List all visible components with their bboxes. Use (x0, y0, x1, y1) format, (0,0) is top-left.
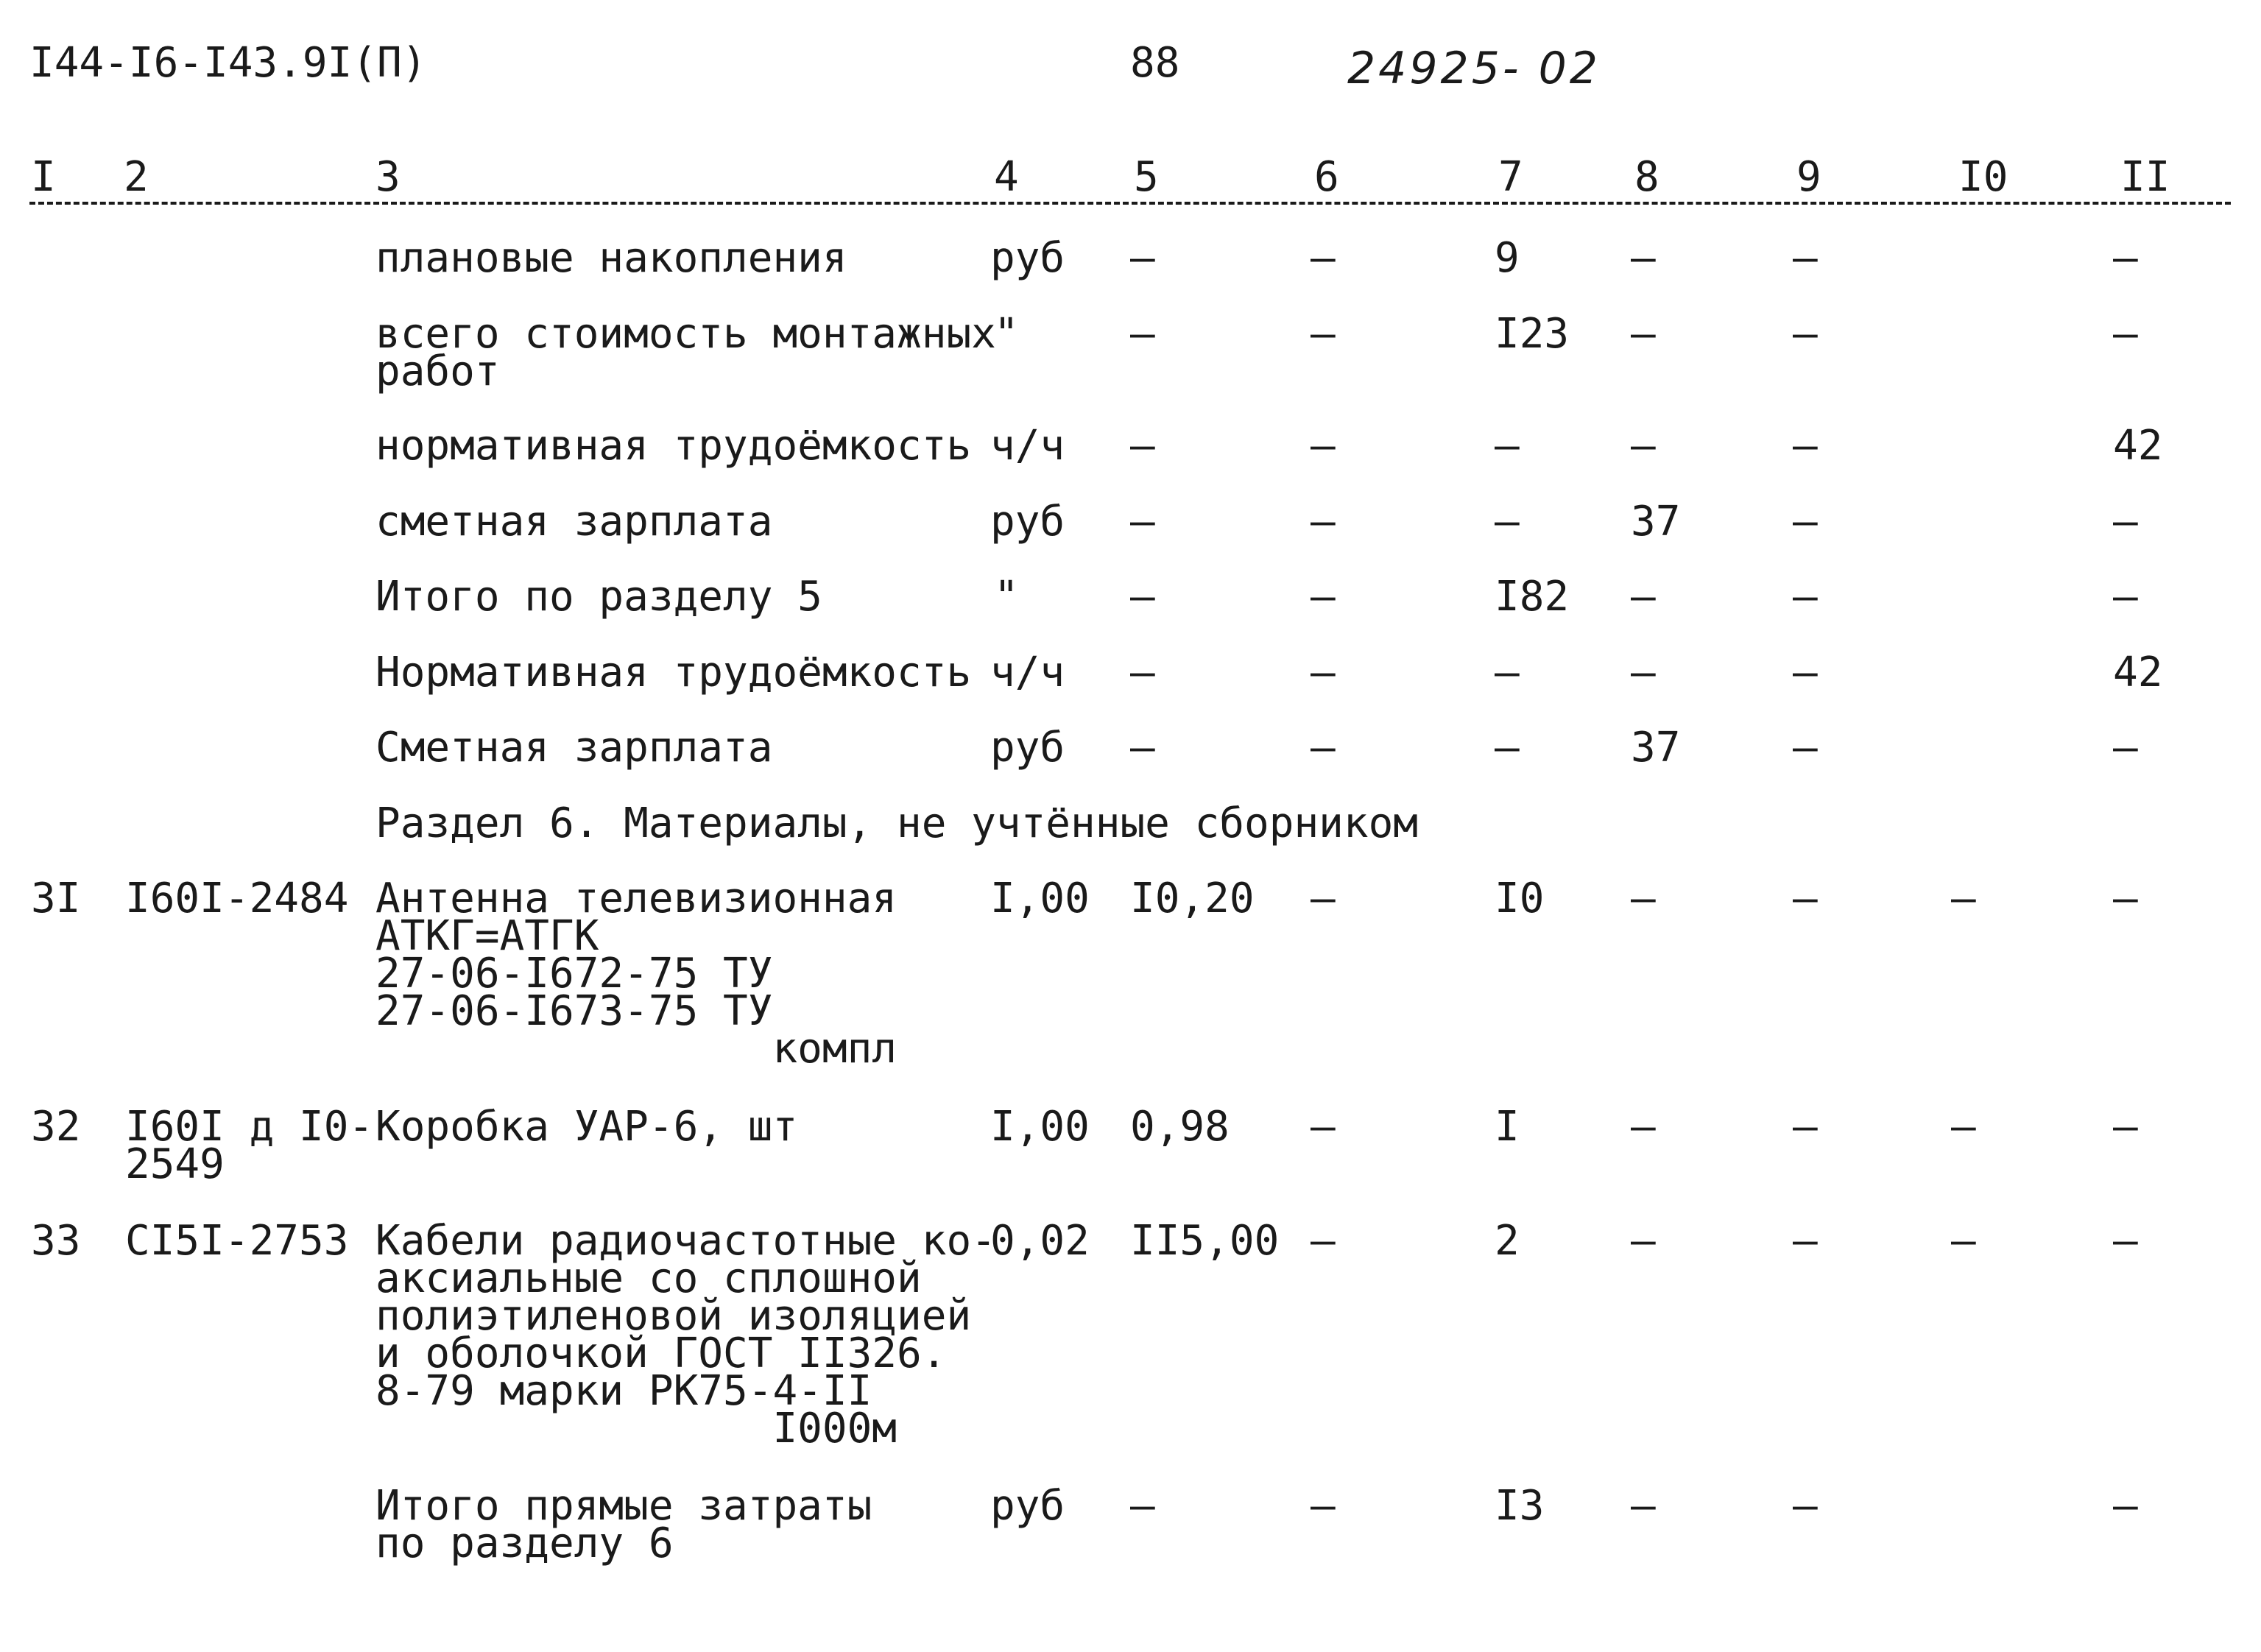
col7-value: – (1495, 498, 1520, 546)
col9-value: – (1793, 1217, 1818, 1265)
col7-value: I82 (1495, 573, 1570, 621)
col8-value: – (1631, 1482, 1656, 1530)
item-name: Кабели радиочастотные ко- аксиальные со сплошной полиэтиленовой изоляцией и оболочкой ГОСТ II326. 8-79 марки РК75-4-II I000м (375, 1217, 996, 1452)
col8-value: – (1631, 649, 1656, 696)
column-header-9: 9 (1796, 153, 1821, 201)
col8-value: – (1631, 310, 1656, 358)
col6-value: – (1311, 724, 1336, 772)
item-name: Коробка УАР-6, шт (375, 1103, 798, 1151)
col6-value: – (1311, 498, 1336, 546)
col7-value: I (1495, 1103, 1520, 1151)
col6-value: – (1311, 310, 1336, 358)
col8-value: – (1631, 1103, 1656, 1151)
price-code: I60I д I0- 2549 (125, 1103, 374, 1188)
col6-value: – (1311, 1103, 1336, 1151)
item-name: Итого по разделу 5 (375, 573, 822, 621)
item-name: всего стоимость монтажных работ (375, 310, 996, 395)
column-header-10: I0 (1958, 153, 2008, 201)
col6-value: – (1311, 875, 1336, 922)
col9-value: – (1793, 234, 1818, 282)
col7-value: I23 (1495, 310, 1570, 358)
col6-value: – (1311, 573, 1336, 621)
col7-value: I3 (1495, 1482, 1545, 1530)
col5-value: – (1130, 724, 1155, 772)
handwritten-inventory-number: 24925- 02 (1347, 43, 1601, 94)
col11-value: – (2113, 724, 2138, 772)
col11-value: 42 (2113, 649, 2163, 696)
col11-value: – (2113, 573, 2138, 621)
col8-value: – (1631, 234, 1656, 282)
col5-value: – (1130, 234, 1155, 282)
column-header-5: 5 (1134, 153, 1159, 201)
row-number: 3I (31, 875, 81, 922)
unit: " (994, 310, 1019, 358)
column-header-4: 4 (994, 153, 1019, 201)
price-code: CI5I-2753 (125, 1217, 349, 1265)
col8-value: – (1631, 1217, 1656, 1265)
col9-value: – (1793, 498, 1818, 546)
col11-value: – (2113, 1217, 2138, 1265)
unit: руб (990, 1482, 1065, 1530)
col6-value: – (1311, 649, 1336, 696)
col11-value: – (2113, 1482, 2138, 1530)
item-name: сметная зарплата (375, 498, 773, 546)
col7-value: – (1495, 422, 1520, 470)
col6-value: – (1311, 422, 1336, 470)
col11-value: 42 (2113, 422, 2163, 470)
header-divider (29, 202, 2231, 205)
col8-value: – (1631, 875, 1656, 922)
section-heading: Раздел 6. Материалы, не учтённые сборником (375, 799, 1419, 847)
col9-value: – (1793, 1103, 1818, 1151)
col6-value: – (1311, 1482, 1336, 1530)
col6-value: – (1311, 234, 1336, 282)
col9-value: – (1793, 875, 1818, 922)
col5-value: – (1130, 422, 1155, 470)
col9-value: – (1793, 649, 1818, 696)
col5-value: – (1130, 1482, 1155, 1530)
column-header-1: I (31, 153, 56, 201)
col11-value: – (2113, 875, 2138, 922)
price-code: I60I-2484 (125, 875, 349, 922)
col11-value: – (2113, 498, 2138, 546)
col10-value: – (1951, 1103, 1976, 1151)
col5-value: – (1130, 310, 1155, 358)
col5-value: – (1130, 498, 1155, 546)
col9-value: – (1793, 724, 1818, 772)
col9-value: – (1793, 422, 1818, 470)
unit: руб (990, 724, 1065, 772)
col7-value: I0 (1495, 875, 1545, 922)
col8-value: 37 (1631, 724, 1681, 772)
row-number: 33 (31, 1217, 81, 1265)
col10-value: – (1951, 1217, 1976, 1265)
col8-value: 37 (1631, 498, 1681, 546)
unit: ч/ч (990, 649, 1065, 696)
quantity: I,00 (990, 875, 1090, 922)
col6-value: – (1311, 1217, 1336, 1265)
document-code: I44-I6-I43.9I(П) (29, 39, 427, 87)
col5-value: – (1130, 573, 1155, 621)
col9-value: – (1793, 1482, 1818, 1530)
col7-value: – (1495, 649, 1520, 696)
unit: ч/ч (990, 422, 1065, 470)
col10-value: – (1951, 875, 1976, 922)
col7-value: – (1495, 724, 1520, 772)
page-number: 88 (1130, 39, 1180, 87)
row-number: 32 (31, 1103, 81, 1151)
col11-value: – (2113, 1103, 2138, 1151)
quantity: 0,02 (990, 1217, 1090, 1265)
column-header-6: 6 (1314, 153, 1339, 201)
col7-value: 9 (1495, 234, 1520, 282)
col9-value: – (1793, 573, 1818, 621)
col8-value: – (1631, 573, 1656, 621)
unit: руб (990, 234, 1065, 282)
item-name: Сметная зарплата (375, 724, 773, 772)
col9-value: – (1793, 310, 1818, 358)
col5-value: I0,20 (1130, 875, 1255, 922)
item-name: нормативная трудоёмкость (375, 422, 972, 470)
column-header-3: 3 (375, 153, 401, 201)
item-name: плановые накопления (375, 234, 847, 282)
item-name: Антенна телевизионная АТКГ=АТГК 27-06-I672-75 ТУ 27-06-I673-75 ТУ компл (375, 875, 897, 1073)
item-name: Итого прямые затраты по разделу 6 (375, 1482, 872, 1567)
col8-value: – (1631, 422, 1656, 470)
column-header-11: II (2120, 153, 2170, 201)
col11-value: – (2113, 234, 2138, 282)
item-name: Нормативная трудоёмкость (375, 649, 972, 696)
column-header-7: 7 (1498, 153, 1523, 201)
col5-value: 0,98 (1130, 1103, 1230, 1151)
column-header-8: 8 (1634, 153, 1659, 201)
col7-value: 2 (1495, 1217, 1520, 1265)
unit: " (994, 573, 1019, 621)
col5-value: – (1130, 649, 1155, 696)
unit: руб (990, 498, 1065, 546)
column-header-2: 2 (124, 153, 149, 201)
quantity: I,00 (990, 1103, 1090, 1151)
col5-value: II5,00 (1130, 1217, 1280, 1265)
col11-value: – (2113, 310, 2138, 358)
